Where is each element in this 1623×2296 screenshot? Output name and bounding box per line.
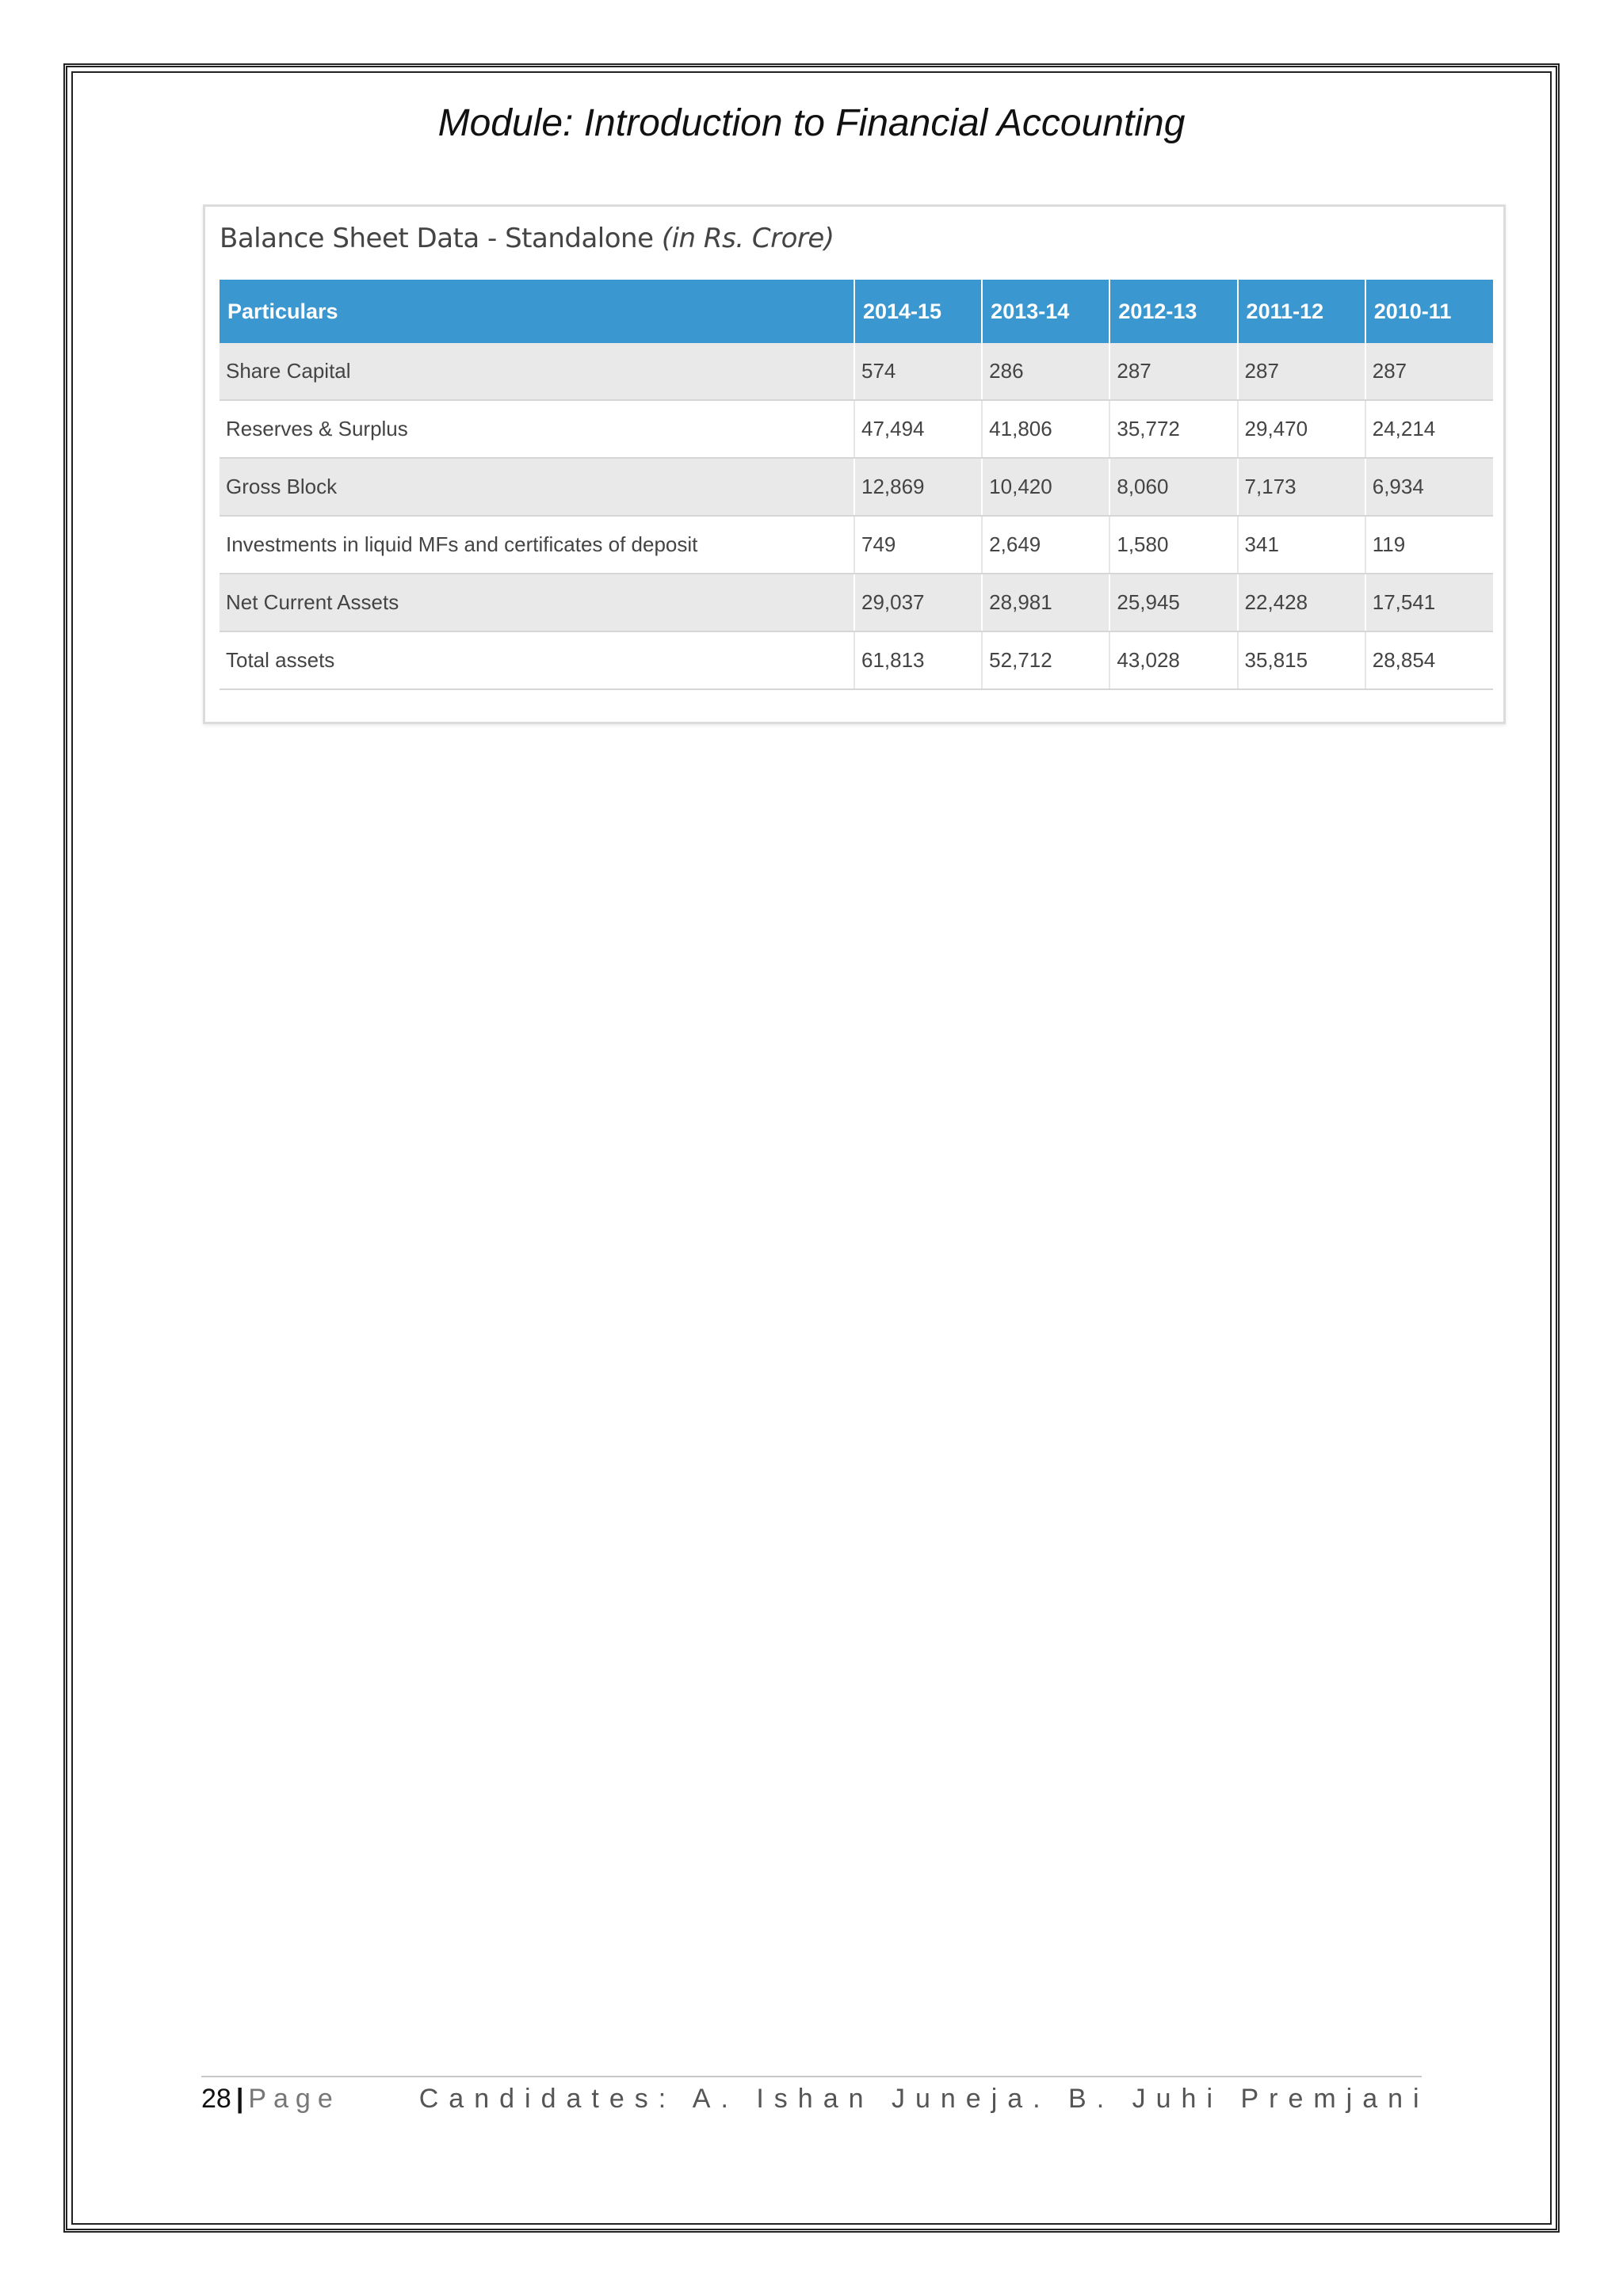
table-cell: 35,772 — [1109, 400, 1237, 458]
footer-divider — [201, 2076, 1422, 2077]
table-cell: 119 — [1365, 516, 1493, 574]
column-header-particulars: Particulars — [220, 280, 854, 343]
column-header-year: 2012-13 — [1109, 280, 1237, 343]
column-header-year: 2011-12 — [1238, 280, 1365, 343]
table-cell: 28,981 — [982, 574, 1109, 631]
table-cell: 29,470 — [1238, 400, 1365, 458]
row-label: Investments in liquid MFs and certificates of deposit — [220, 516, 854, 574]
table-cell: 341 — [1238, 516, 1365, 574]
table-cell: 287 — [1238, 343, 1365, 400]
table-cell: 574 — [854, 343, 982, 400]
balance-sheet-title-text: Balance Sheet Data - Standalone — [220, 223, 654, 254]
row-label: Gross Block — [220, 458, 854, 516]
table-cell: 287 — [1109, 343, 1237, 400]
table-cell: 61,813 — [854, 631, 982, 689]
module-title: Module: Introduction to Financial Accounting — [437, 102, 1186, 144]
table-cell: 43,028 — [1109, 631, 1237, 689]
balance-sheet-panel — [203, 204, 1506, 724]
table-cell: 25,945 — [1109, 574, 1237, 631]
table-row — [220, 631, 1493, 689]
table-cell: 24,214 — [1365, 400, 1493, 458]
table-cell: 6,934 — [1365, 458, 1493, 516]
table-row — [220, 400, 1493, 458]
table-cell: 10,420 — [982, 458, 1109, 516]
table-cell: 35,815 — [1238, 631, 1365, 689]
balance-sheet-title — [220, 223, 834, 254]
table-row — [220, 516, 1493, 574]
table-cell: 1,580 — [1109, 516, 1237, 574]
row-label: Share Capital — [220, 343, 854, 400]
table-cell: 749 — [854, 516, 982, 574]
column-header-year: 2013-14 — [982, 280, 1109, 343]
table-cell: 22,428 — [1238, 574, 1365, 631]
table-cell: 28,854 — [1365, 631, 1493, 689]
page-label: Page — [248, 2084, 340, 2114]
row-label: Reserves & Surplus — [220, 400, 854, 458]
table-cell: 17,541 — [1365, 574, 1493, 631]
column-header-year: 2010-11 — [1365, 280, 1493, 343]
table-row — [220, 343, 1493, 400]
footer-separator: | — [235, 2084, 244, 2114]
table-cell: 52,712 — [982, 631, 1109, 689]
table-header-row — [220, 280, 1493, 343]
table-cell: 2,649 — [982, 516, 1109, 574]
footer-candidates: Candidates: A. Ishan Juneja. B. Juhi Premjani — [418, 2084, 1430, 2114]
table-cell: 8,060 — [1109, 458, 1237, 516]
table-cell: 47,494 — [854, 400, 982, 458]
table-cell: 12,869 — [854, 458, 982, 516]
table-row — [220, 458, 1493, 516]
table-cell: 7,173 — [1238, 458, 1365, 516]
row-label: Net Current Assets — [220, 574, 854, 631]
row-label: Total assets — [220, 631, 854, 689]
page-footer — [201, 2084, 1430, 2115]
table-row — [220, 574, 1493, 631]
balance-sheet-table — [220, 280, 1493, 690]
table-cell: 287 — [1365, 343, 1493, 400]
balance-sheet-unit: (in Rs. Crore) — [661, 223, 834, 254]
column-header-year: 2014-15 — [854, 280, 982, 343]
table-cell: 286 — [982, 343, 1109, 400]
table-cell: 29,037 — [854, 574, 982, 631]
table-cell: 41,806 — [982, 400, 1109, 458]
page-number: 28 — [201, 2084, 231, 2114]
